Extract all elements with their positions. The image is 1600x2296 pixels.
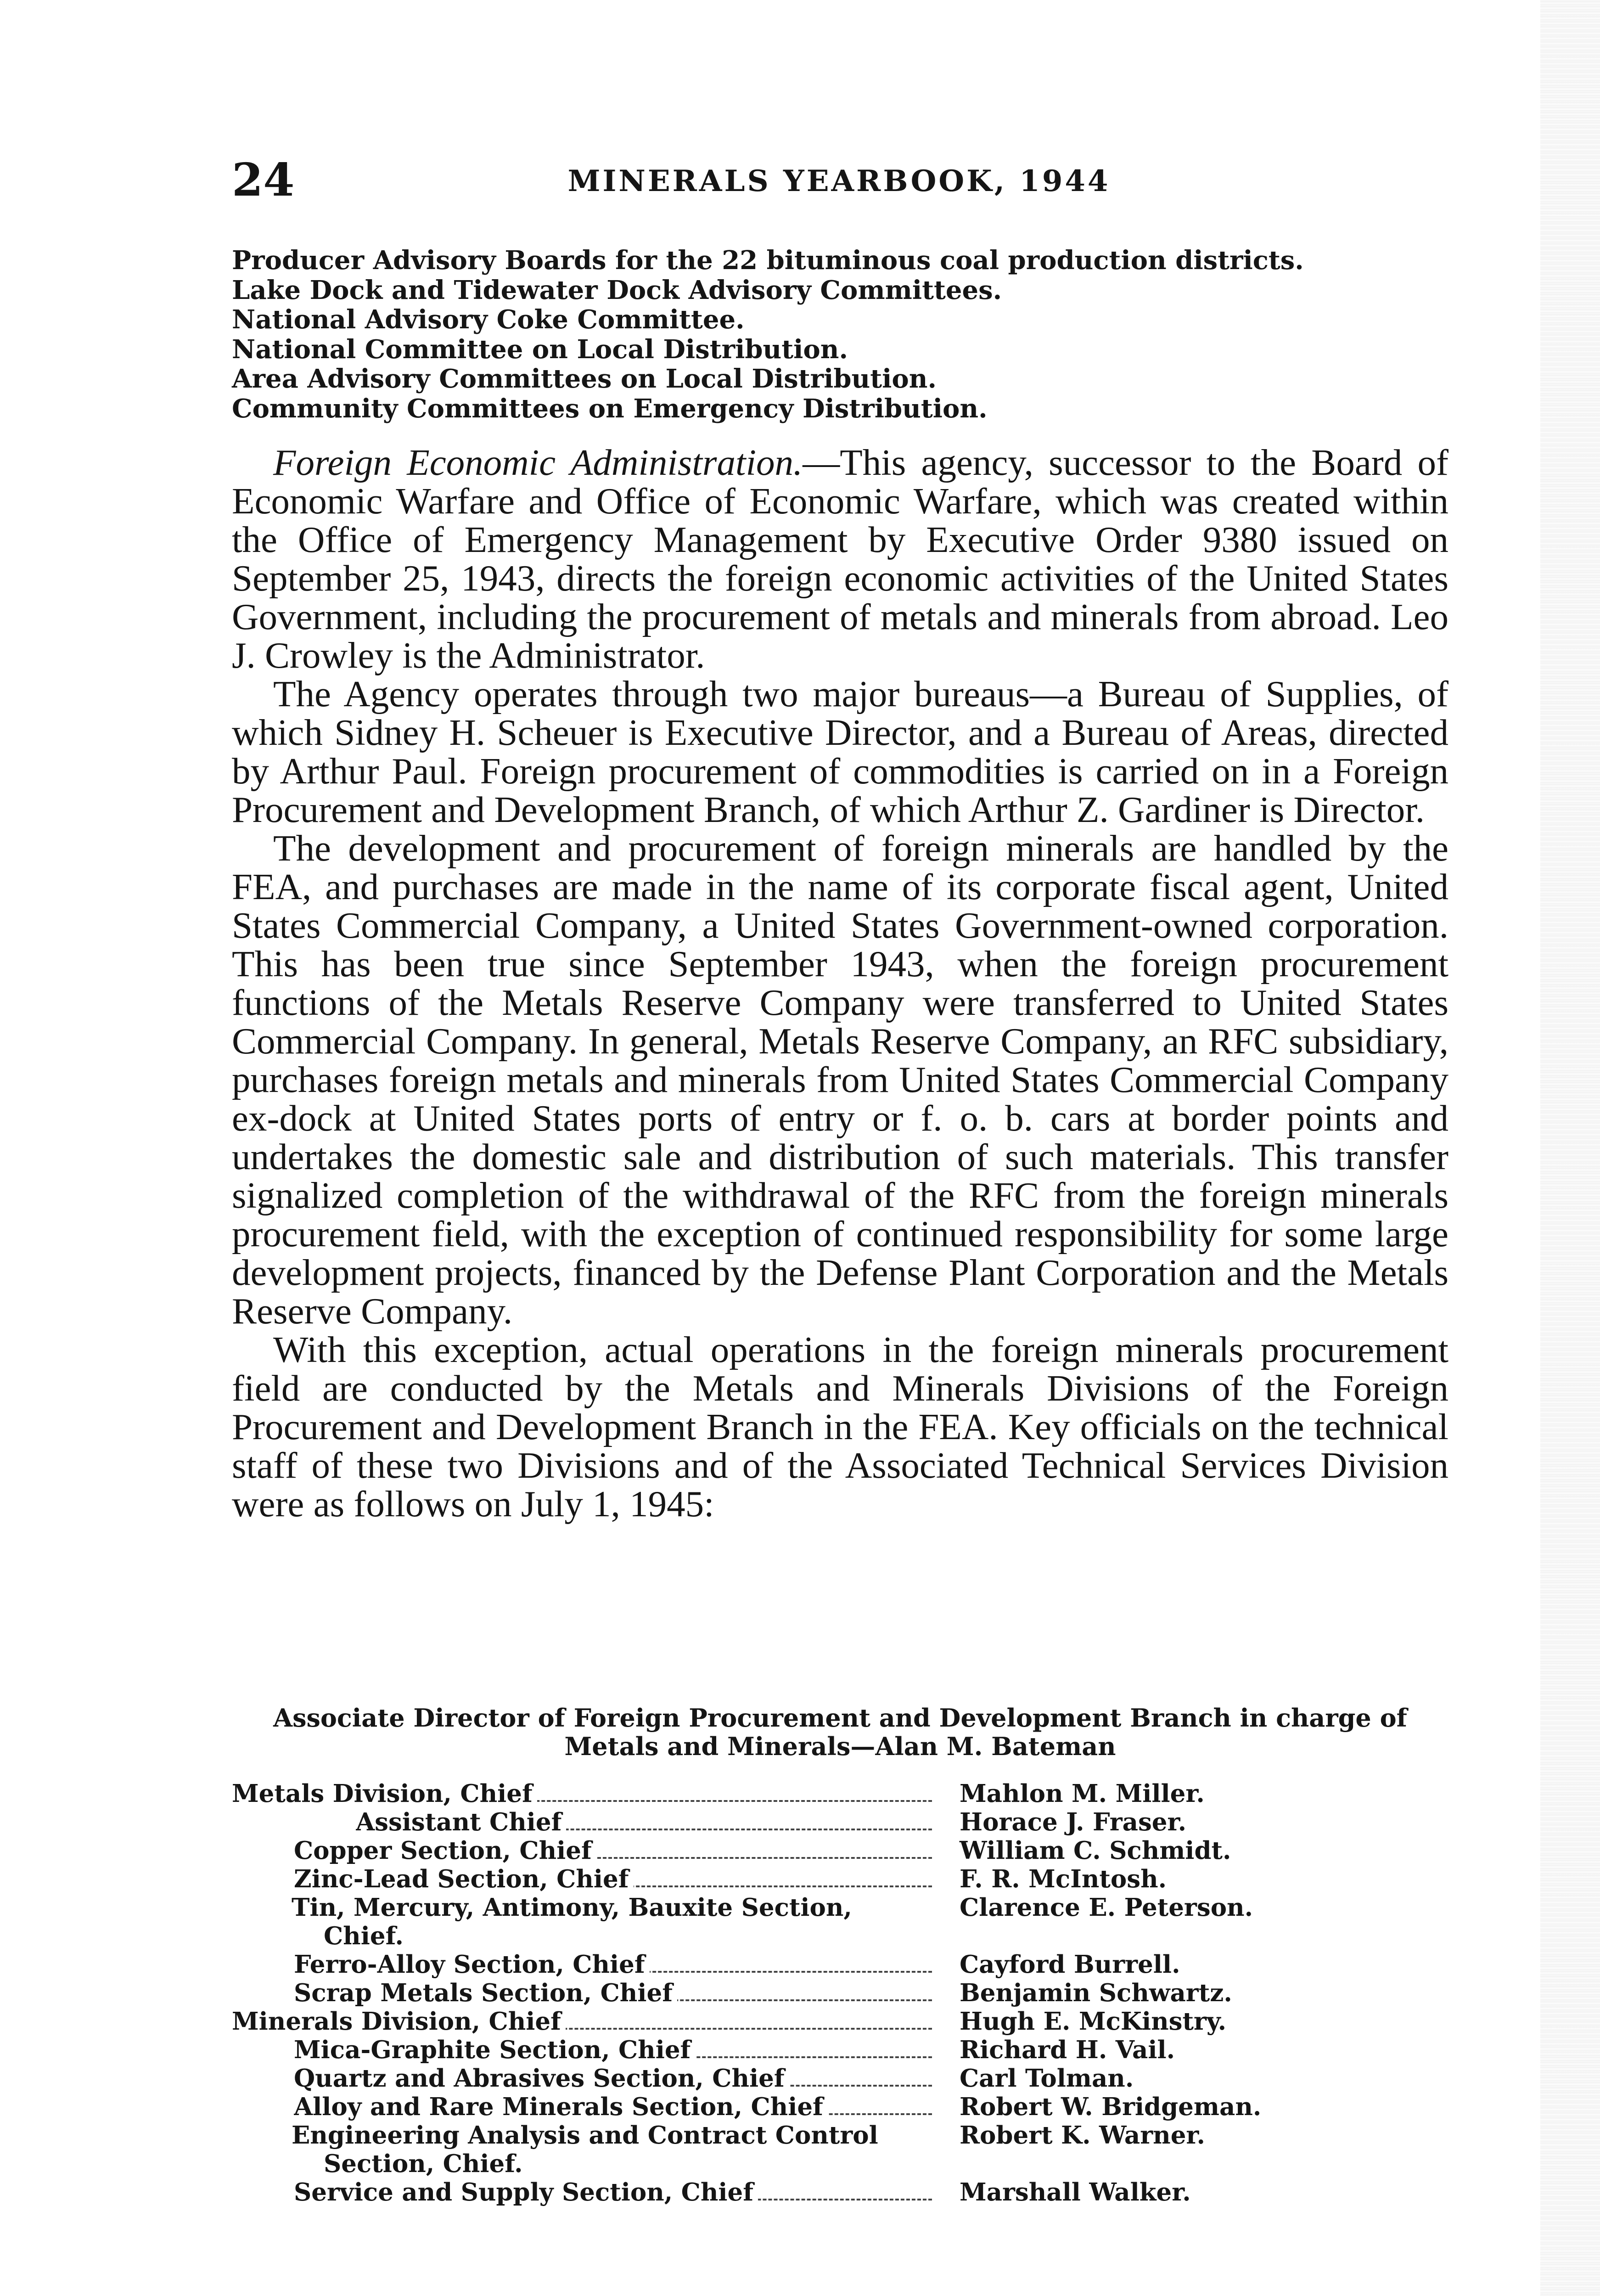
table-row: [232, 2178, 1448, 2206]
position-label: Scrap Metals Section, Chief: [294, 1979, 677, 2007]
table-row: [232, 1950, 1448, 1979]
official-name: Robert K. Warner.: [960, 2121, 1205, 2150]
official-name: Carl Tolman.: [960, 2064, 1134, 2093]
position-label: Alloy and Rare Minerals Section, Chief: [294, 2093, 828, 2121]
position-label: Mica-Graphite Section, Chief: [294, 2036, 695, 2064]
list-item: Area Advisory Committees on Local Distribution.: [232, 364, 937, 394]
official-name: Benjamin Schwartz.: [960, 1979, 1232, 2007]
paragraph-procurement: The development and procurement of foreign minerals are handled by the FEA, and purchases are made in the name of its corporate fiscal agent, United States Commercial Company, a United States Government-owned corporation. This has been true since September 1943, when the foreign procurement functions of the Metals Reserve Company were transferred to United States Commercial Company. In general, Metals Reserve Company, an RFC subsidiary, purchases foreign metals and minerals from United States Commercial Company ex-dock at United States ports of entry or f. o. b. cars at border points and undertakes the domestic sale and distribution of such materials. This transfer signalized completion of the withdrawal of the RFC from the foreign minerals procurement field, with the exception of continued responsibility for some large development projects, financed by the Defense Plant Corporation and the Metals Reserve Company.: [232, 827, 1448, 1332]
position-label: Metals Division, Chief: [232, 1779, 537, 1808]
page-header: [232, 154, 1446, 223]
paragraph-agency-bureaus: The Agency operates through two major bureaus—a Bureau of Supplies, of which Sidney H. Scheuer is Executive Director, and a Bureau of Areas, directed by Arthur Paul. Foreign procurement of commodities is carried on in a Foreign Procurement and Development Branch, of which Arthur Z. Gardiner is Director.: [232, 673, 1448, 830]
page-number: 24: [232, 154, 295, 207]
table-row: [232, 1779, 1448, 1808]
list-item: Lake Dock and Tidewater Dock Advisory Committees.: [232, 275, 1002, 305]
position-label: Ferro-Alloy Section, Chief: [294, 1950, 650, 1979]
position-label: Tin, Mercury, Antimony, Bauxite Section, Chief.: [292, 1893, 932, 1950]
table-row: [232, 2007, 1448, 2036]
official-name: Robert W. Bridgeman.: [960, 2093, 1262, 2121]
table-row: [232, 2036, 1448, 2064]
official-name: Horace J. Fraser.: [960, 1808, 1187, 1836]
table-row: [232, 2093, 1448, 2121]
official-name: F. R. McIntosh.: [960, 1865, 1167, 1893]
position-label: Engineering Analysis and Contract Control Section, Chief.: [292, 2121, 932, 2178]
list-item: National Committee on Local Distribution.: [232, 334, 848, 365]
official-name: Richard H. Vail.: [960, 2036, 1175, 2064]
list-item: National Advisory Coke Committee.: [232, 304, 745, 335]
official-name: Clarence E. Peterson.: [960, 1893, 1253, 1922]
position-label: Quartz and Abrasives Section, Chief: [294, 2064, 789, 2093]
staff-caption: Associate Director of Foreign Procurement and Development Branch in charge of Metals and Minerals—Alan M. Bateman: [273, 1703, 1407, 1761]
table-row: [232, 1979, 1448, 2007]
section-title: Foreign Economic Administration.: [273, 442, 803, 483]
running-title: MINERALS YEARBOOK, 1944: [567, 164, 1111, 198]
staff-table: [232, 1779, 1448, 2206]
official-name: Cayford Burrell.: [960, 1950, 1180, 1979]
table-row: [232, 1836, 1448, 1865]
position-label: Minerals Division, Chief: [232, 2007, 566, 2036]
list-item: Community Committees on Emergency Distribution.: [232, 393, 988, 424]
position-label: Service and Supply Section, Chief: [294, 2178, 758, 2206]
table-row: [232, 1808, 1448, 1836]
official-name: Mahlon M. Miller.: [960, 1779, 1205, 1808]
list-item: Producer Advisory Boards for the 22 bituminous coal production districts.: [232, 245, 1304, 276]
official-name: William C. Schmidt.: [960, 1836, 1231, 1865]
official-name: Marshall Walker.: [960, 2178, 1191, 2206]
table-row: [232, 1865, 1448, 1893]
table-row: [232, 1893, 1448, 1950]
position-label: Copper Section, Chief: [294, 1836, 596, 1865]
paragraph-text: —This agency, successor to the Board of Economic Warfare and Office of Economic Warfare, which was created within the Office of Emergency Management by Executive Order 9380 issued on September 25, 1943, directs the foreign economic activities of the United States Government, including the procurement of metals and minerals from abroad. Leo J. Crowley is the Administrator.: [232, 442, 1448, 676]
position-label: Assistant Chief: [356, 1808, 566, 1836]
paragraph-operations: With this exception, actual operations in the foreign minerals procurement field are conducted by the Metals and Minerals Divisions of the Foreign Procurement and Development Branch in the FEA. Key officials on the technical staff of these two Divisions and of the Associated Technical Services Division were as follows on July 1, 1945:: [232, 1329, 1448, 1525]
body-text: [232, 443, 1448, 1523]
paragraph-fea-intro: [232, 443, 1448, 675]
page-edge-scan-artifact: [1540, 0, 1600, 2296]
position-label: Zinc-Lead Section, Chief: [294, 1865, 634, 1893]
table-row: [232, 2121, 1448, 2178]
committee-list: [232, 246, 1448, 423]
table-row: [232, 2064, 1448, 2093]
official-name: Hugh E. McKinstry.: [960, 2007, 1227, 2036]
